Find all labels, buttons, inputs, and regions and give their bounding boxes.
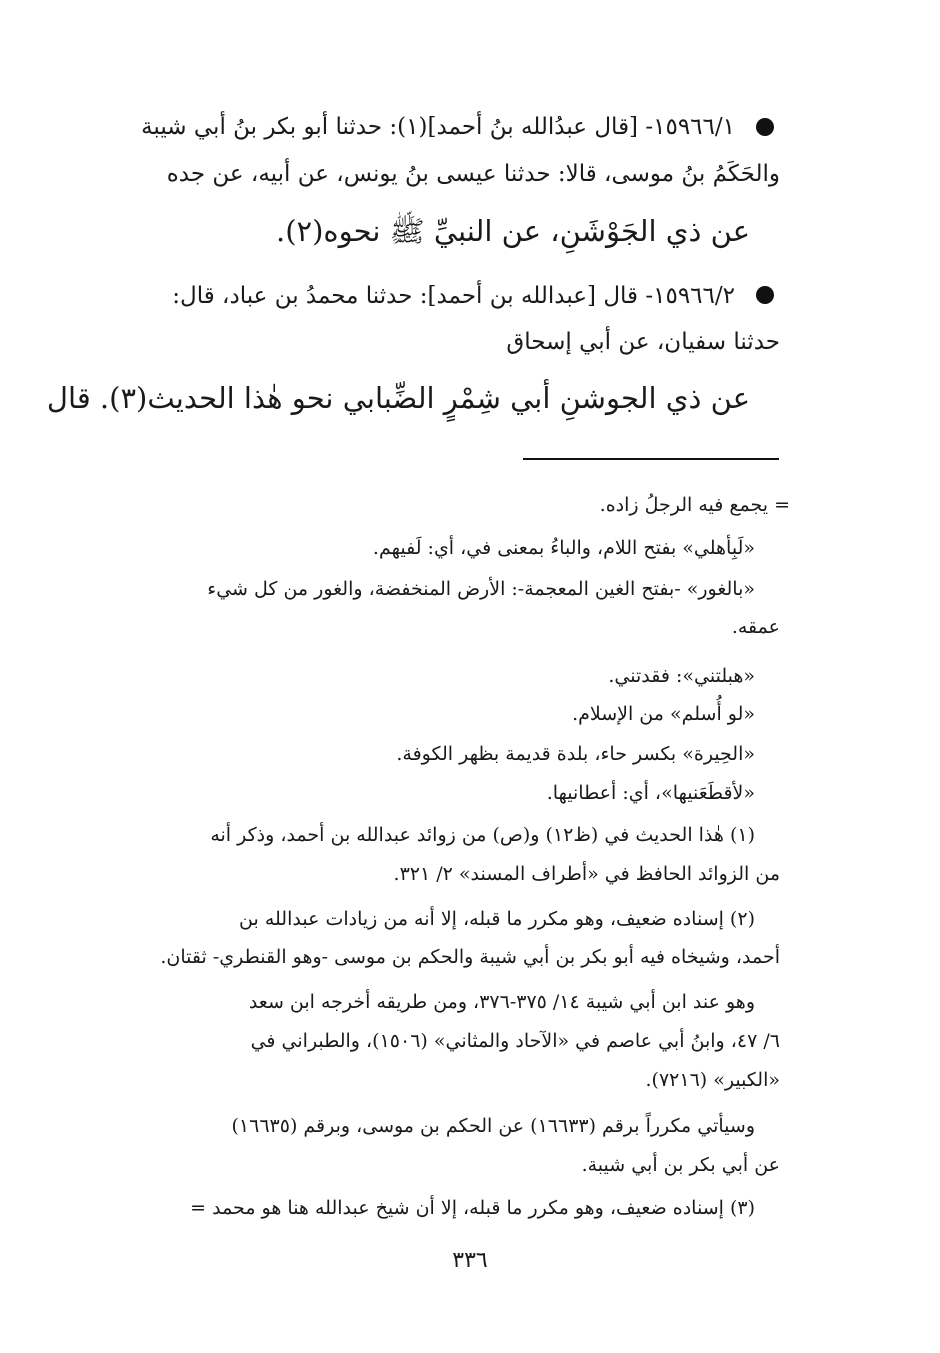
footnote-line: «الكبير» (٧٢١٦). <box>645 1069 780 1091</box>
footnote-line: «الحِيرة» بكسر حاء، بلدة قديمة بظهر الكوفة. <box>396 743 755 765</box>
hadith-2-line-3: عن ذي الجوشنِ أبي شِمْرٍ الضِّبابي نحو هٰذا الحديث(٣). قال <box>46 381 750 415</box>
footnote-line: «لأقطَعَنيها»، أي: أعطانيها. <box>546 782 755 804</box>
hadith-bullet-icon <box>756 118 774 136</box>
hadith-1-line-2: والحَكَمُ بنُ موسى، قالا: حدثنا عيسى بنُ يونس، عن أبيه، عن جده <box>166 161 780 187</box>
hadith-2-line-1: ١٥٩٦٦/٢- قال [عبدالله بن أحمد]: حدثنا محمدُ بن عباد، قال: <box>172 283 735 309</box>
footnote-line: «لَبِأهلي» بفتح اللام، والباءُ بمعنى في، أي: لَفيهم. <box>372 537 755 559</box>
footnote-line: أحمد، وشيخاه فيه أبو بكر بن أبي شيبة والحكم بن موسى -وهو القنطري- ثقتان. <box>160 946 780 968</box>
footnote-line: (٢) إسناده ضعيف، وهو مكرر ما قبله، إلا أنه من زيادات عبدالله بن <box>239 908 755 930</box>
footnote-line: «لو أُسلم» من الإسلام. <box>572 703 755 725</box>
footnote-line: من الزوائد الحافظ في «أطراف المسند» ٢/ ٣٢١. <box>393 863 780 885</box>
hadith-1-line-1: ١٥٩٦٦/١- [قال عبدُالله بنُ أحمد](١): حدثنا أبو بكر بنُ أبي شيبة <box>141 114 735 140</box>
hadith-bullet-icon <box>756 286 774 304</box>
footnote-line: «هبلتني»: فقدتني. <box>608 665 755 687</box>
footnote-line: (٣) إسناده ضعيف، وهو مكرر ما قبله، إلا أن شيخ عبدالله هنا هو محمد = <box>190 1197 755 1219</box>
footnote-line: «بالغور» -بفتح الغين المعجمة-: الأرض المنخفضة، والغور من كل شيء <box>207 578 755 600</box>
footnote-line: عمقه. <box>731 616 780 638</box>
footnote-line: (١) هٰذا الحديث في (ظ١٢) و(ص) من زوائد عبدالله بن أحمد، وذكر أنه <box>210 824 755 846</box>
footnote-line: ٦/ ٤٧، وابنُ أبي عاصم في «الآحاد والمثاني» (١٥٠٦)، والطبراني في <box>250 1030 780 1052</box>
footnote-line: وهو عند ابن أبي شيبة ١٤/ ٣٧٥-٣٧٦، ومن طريقه أخرجه ابن سعد <box>248 991 755 1013</box>
page-number: ٣٣٦ <box>452 1248 488 1273</box>
hadith-2-line-2: حدثنا سفيان، عن أبي إسحاق <box>506 329 780 355</box>
footnote-line: = يجمع فيه الرجلُ زاده. <box>599 494 790 516</box>
footnote-line: عن أبي بكر بن أبي شيبة. <box>581 1154 780 1176</box>
footnote-line: وسيأتي مكرراً برقم (١٦٦٣٣) عن الحكم بن موسى، وبرقم (١٦٦٣٥) <box>231 1115 755 1137</box>
hadith-1-line-3: عن ذي الجَوْشَنِ، عن النبيِّ ﷺ نحوه(٢). <box>275 214 750 248</box>
footnote-separator <box>523 458 779 460</box>
